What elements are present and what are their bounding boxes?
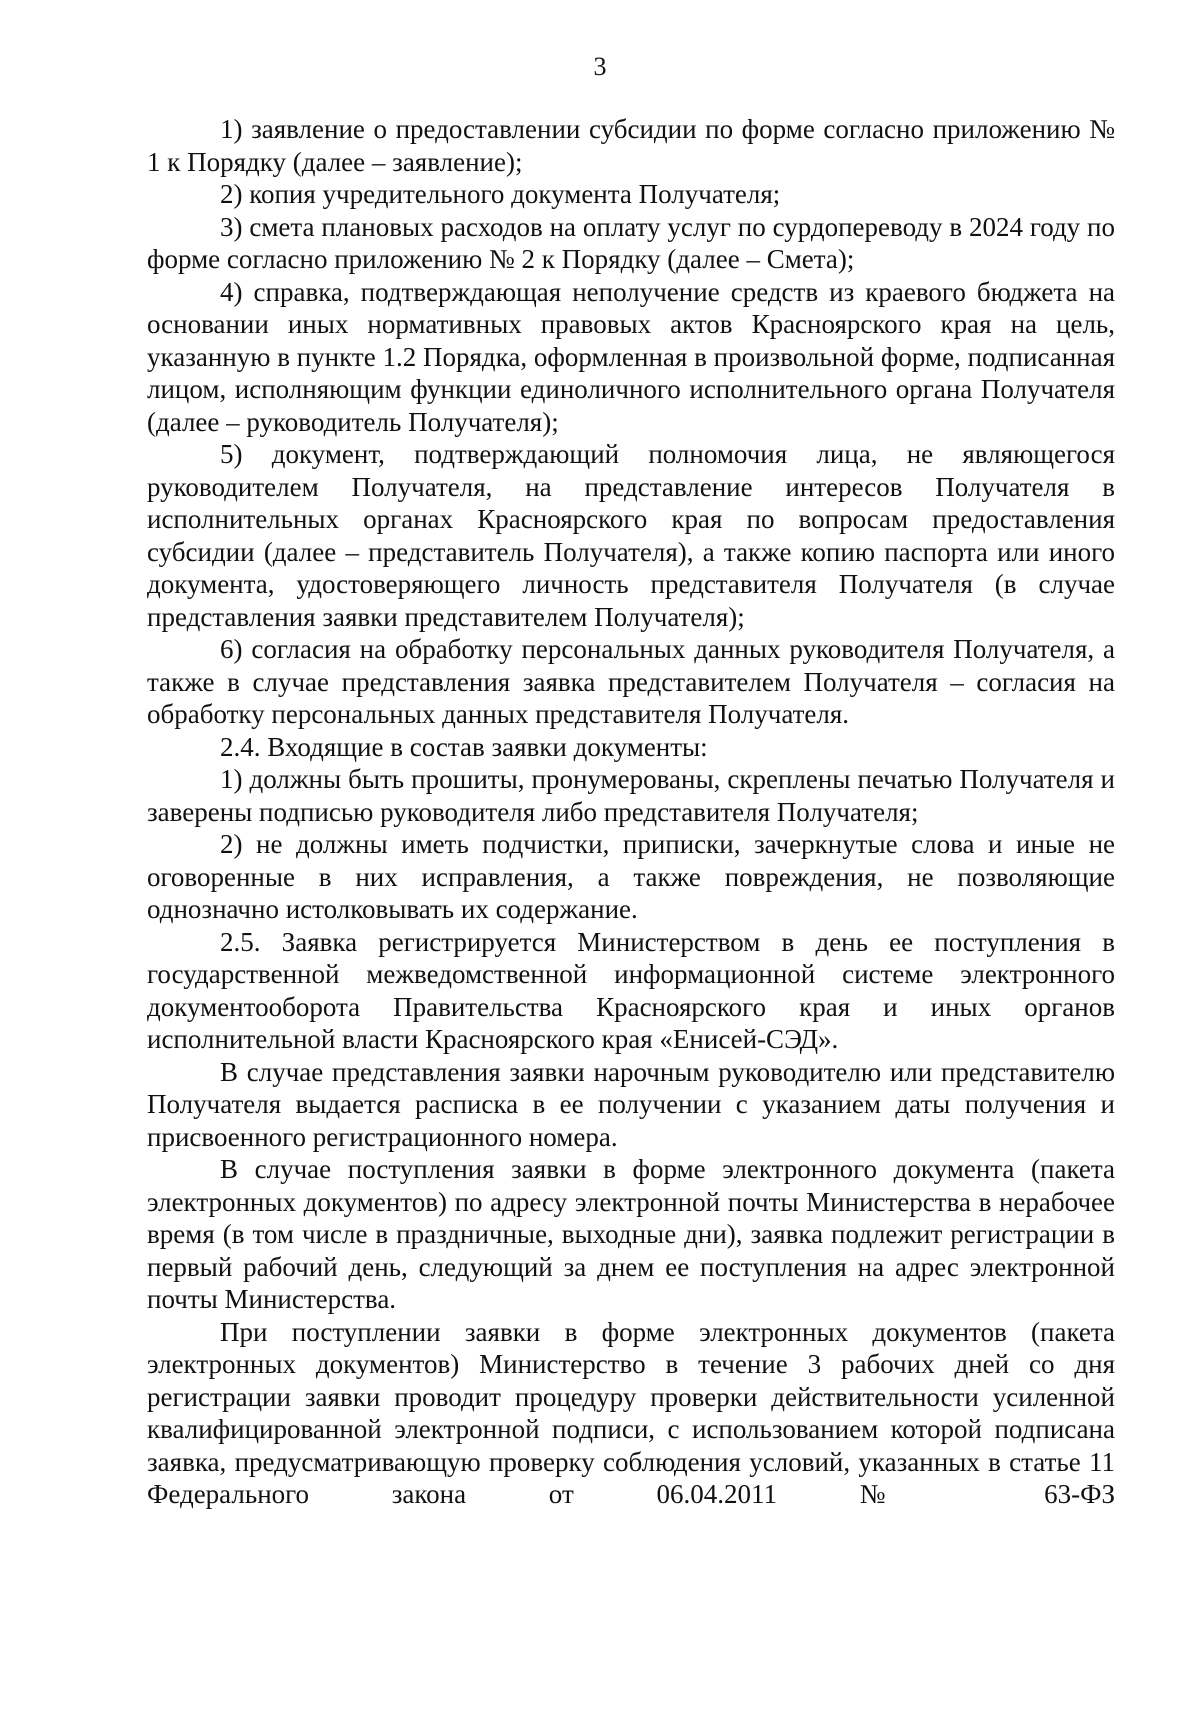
paragraph-item-6-consents: 6) согласия на обработку персональных данных руководителя Получателя, а также в случае представления заявка представителем Получателя – согласия на обработку персональных данных представителя Получателя.	[147, 634, 1115, 729]
paragraph-2-4-item-1: 1) должны быть прошиты, пронумерованы, скреплены печатью Получателя и заверены подписью руководителя либо представителя Получателя;	[147, 764, 1115, 827]
paragraph-item-5-authority-document: 5) документ, подтверждающий полномочия лица, не являющегося руководителем Получателя, на представление интересов Получателя в исполнительных органах Красноярского края по вопросам предоставления субсидии (далее – представитель Получателя), а также копию паспорта или иного документа, удостоверяющего личность представителя Получателя (в случае представления заявки представителем Получателя);	[147, 439, 1115, 632]
paragraph-section-2-4: 2.4. Входящие в состав заявки документы:	[220, 731, 708, 762]
paragraph-item-2-founding-document: 2) копия учредительного документа Получателя;	[220, 179, 781, 209]
paragraph-item-1-application: 1) заявление о предоставлении субсидии по форме согласно приложению № 1 к Порядку (далее – заявление);	[147, 114, 1115, 177]
paragraph-item-4-certificate: 4) справка, подтверждающая неполучение средств из краевого бюджета на основании иных нормативных правовых актов Красноярского края на цель, указанную в пункте 1.2 Порядка, оформленная в произвольной форме, подписанная лицом, исполняющим функции единоличного исполнительного органа Получателя (далее – руководитель Получателя);	[147, 276, 1115, 437]
paragraph-electronic-registration: В случае поступления заявки в форме электронного документа (пакета электронных документов) по адресу электронной почты Министерства в нерабочее время (в том числе в праздничные, выходные дни), заявка подлежит регистрации в первый рабочий день, следующий за днем ее поступления на адрес электронной почты Министерства.	[147, 1154, 1115, 1314]
paragraph-item-3-cost-estimate: 3) смета плановых расходов на оплату услуг по сурдопереводу в 2024 году по форме согласно приложению № 2 к Порядку (далее – Смета);	[147, 211, 1115, 274]
page-number: 3	[593, 52, 607, 81]
paragraph-2-4-item-2: 2) не должны иметь подчистки, приписки, зачеркнутые слова и иные не оговоренные в них исправления, а также повреждения, не позволяющие однозначно истолковывать их содержание.	[147, 829, 1115, 924]
paragraph-signature-check: При поступлении заявки в форме электронных документов (пакета электронных документов) Министерство в течение 3 рабочих дней со дня регистрации заявки проводит процедуру проверки действительности усиленной квалифицированной электронной подписи, с использованием которой подписана заявка, предусматривающую проверку соблюдения условий, указанных в статье 11 Федерального закона от 06.04.2011 № 63-ФЗ	[147, 1316, 1115, 1509]
document-body	[147, 113, 1115, 1511]
paragraph-section-2-5: 2.5. Заявка регистрируется Министерством в день ее поступления в государственной межведомственной информационной системе электронного документооборота Правительства Красноярского края и иных органов исполнительной власти Красноярского края «Енисей-СЭД».	[147, 926, 1115, 1054]
paragraph-courier-receipt: В случае представления заявки нарочным руководителю или представителю Получателя выдается расписка в ее получении с указанием даты получения и присвоенного регистрационного номера.	[147, 1056, 1115, 1152]
